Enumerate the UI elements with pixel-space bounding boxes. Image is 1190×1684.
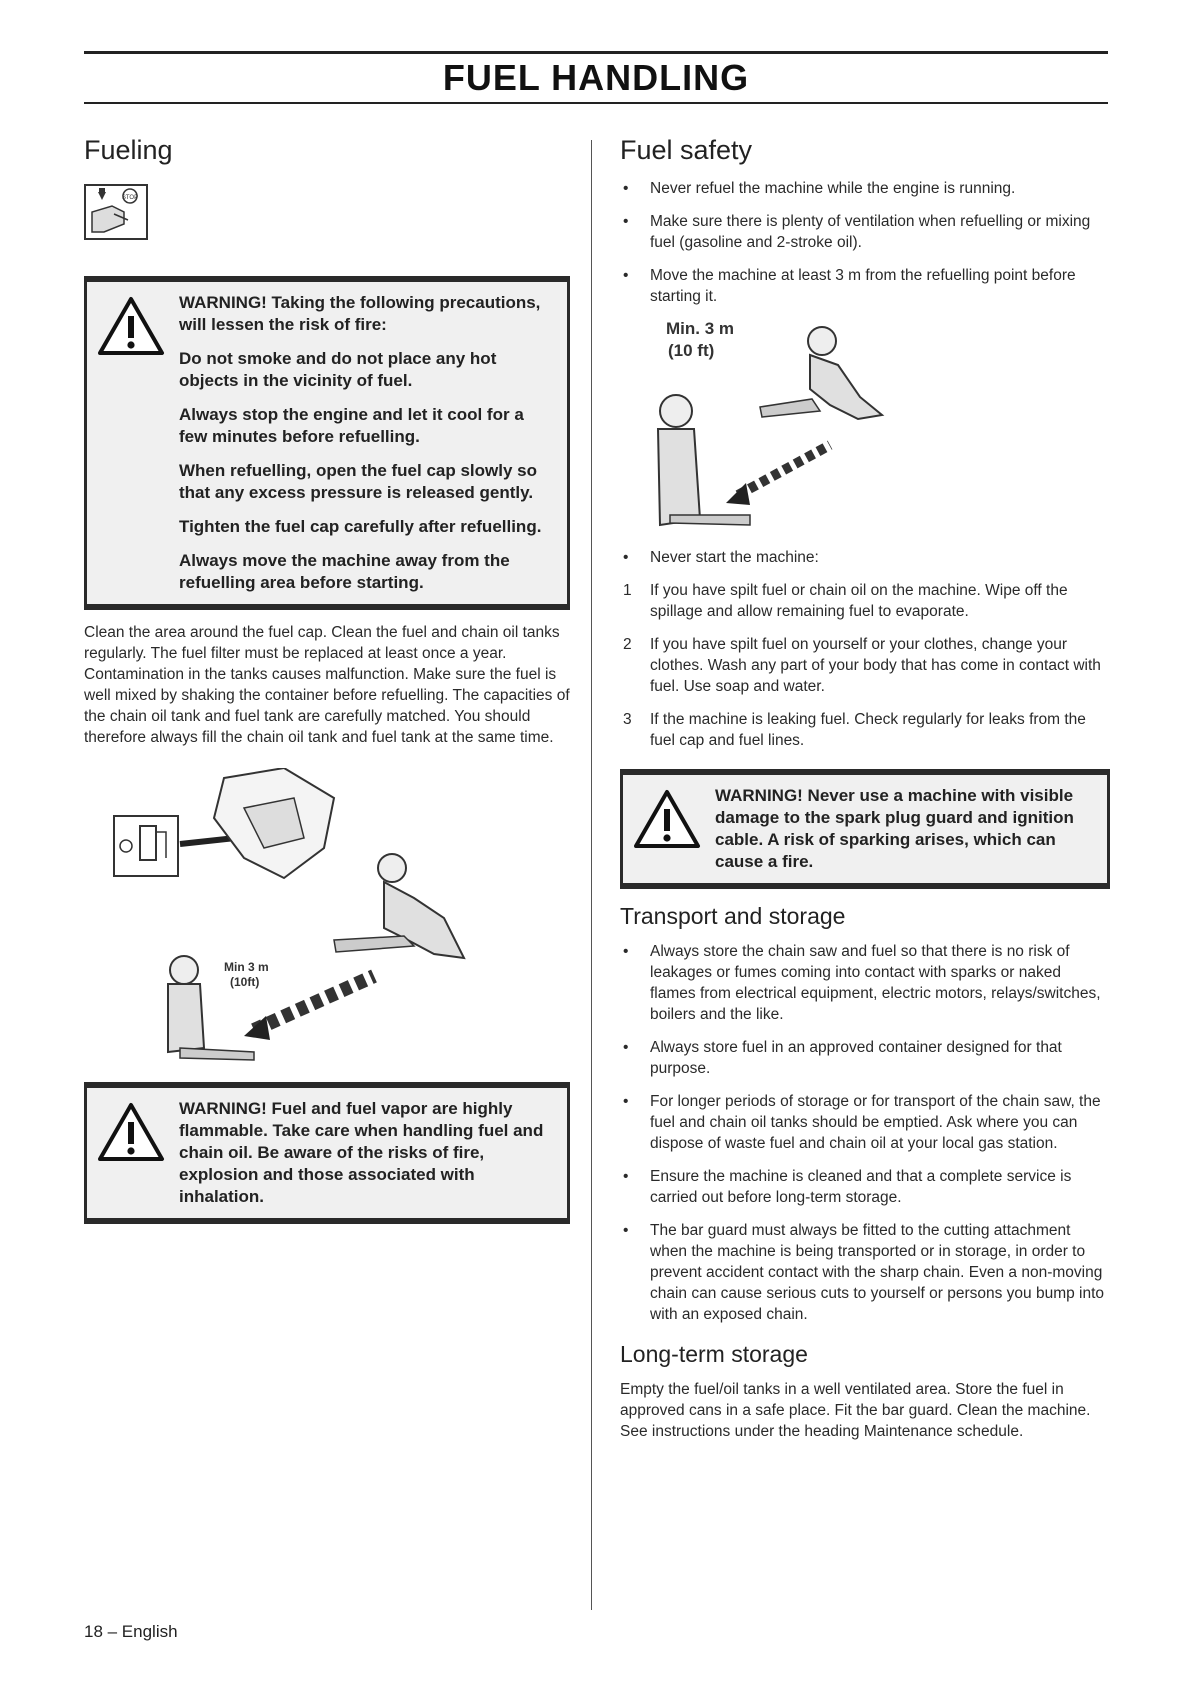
list-item-text: If you have spilt fuel on yourself or your clothes, change your clothes. Wash any part of your body that has come in contact with fuel. Use soap and water. <box>650 636 1101 695</box>
warning-paragraph: WARNING! Never use a machine with visible damage to the spark plug guard and ignition cable. A risk of sparking arises, which can cause a fire. <box>715 786 1074 871</box>
spark-plug-warning <box>620 769 1110 889</box>
warning-paragraph: When refuelling, open the fuel cap slowly so that any excess pressure is released gently. <box>179 461 537 502</box>
bullet-dot: • <box>623 1093 629 1110</box>
warning-paragraph: Always stop the engine and let it cool for a few minutes before refuelling. <box>179 405 524 446</box>
flammable-warning <box>84 1082 570 1224</box>
list-item-text: Always store fuel in an approved container designed for that purpose. <box>650 1039 1062 1077</box>
list-item-text: If you have spilt fuel or chain oil on the machine. Wipe off the spillage and allow remaining fuel to evaporate. <box>650 582 1068 620</box>
list-item-text: Never start the machine: <box>650 549 819 566</box>
list-item-text: Move the machine at least 3 m from the refuelling point before starting it. <box>650 267 1076 305</box>
list-item-text: Never refuel the machine while the engine is running. <box>650 180 1016 197</box>
bullet-dot: • <box>623 1168 629 1185</box>
bullet-dot: • <box>623 1222 629 1239</box>
warning-paragraph: WARNING! Taking the following precautions, will lessen the risk of fire: <box>179 293 541 334</box>
fueling-distance-illustration <box>84 768 570 1068</box>
header-rule-bottom <box>84 102 1108 104</box>
refuelling-distance-illustration <box>630 319 930 537</box>
warning-paragraph: Always move the machine away from the refuelling area before starting. <box>179 551 510 592</box>
stop-engine-icon <box>84 184 148 240</box>
list-item <box>620 1220 1110 1325</box>
spark-plug-warning-text <box>715 775 1107 883</box>
list-item <box>620 1166 1110 1208</box>
warning-triangle-icon <box>97 1102 165 1162</box>
list-item-text: For longer periods of storage or for transport of the chain saw, the fuel and chain oil tanks should be emptied. Ask where you can dispose of waste fuel and chain oil at your local gas station. <box>650 1093 1101 1152</box>
transport-storage-heading: Transport and storage <box>620 903 846 929</box>
fire-precautions-text <box>179 282 567 604</box>
list-item <box>620 1091 1110 1154</box>
fire-precautions-warning <box>84 276 570 610</box>
warning-paragraph: WARNING! Fuel and fuel vapor are highly flammable. Take care when handling fuel and chain oil. Be aware of the risks of fire, explosion and those associated with inhalation. <box>179 1099 544 1206</box>
bullet-dot: • <box>623 1039 629 1056</box>
svg-text:STOP: STOP <box>121 195 139 201</box>
step-number: 1 <box>623 582 632 599</box>
warning-paragraph: Do not smoke and do not place any hot objects in the vicinity of fuel. <box>179 349 497 390</box>
list-item <box>620 580 1110 622</box>
list-item-text: Make sure there is plenty of ventilation when refuelling or mixing fuel (gasoline and 2-stroke oil). <box>650 213 1091 251</box>
fueling-body-text: Clean the area around the fuel cap. Clean the fuel and chain oil tanks regularly. The fuel filter must be replaced at least once a year. Contamination in the tanks causes malfunction. Make sure the fuel is well mixed by shaking the container before refuelling. The capacities of the chain oil tank and fuel tank are carefully matched. You should therefore always fill the chain oil tank and fuel tank at the same time. <box>84 624 570 746</box>
list-item-text: If the machine is leaking fuel. Check regularly for leaks from the fuel cap and fuel lines. <box>650 711 1086 749</box>
distance-label: Min 3 m <box>224 960 269 974</box>
list-item-text: The bar guard must always be fitted to the cutting attachment when the machine is being transported or in storage, in order to prevent accident contact with the sharp chain. Even a non-moving chain can cause serious cuts to yourself or persons you bump into with an exposed chain. <box>650 1222 1105 1323</box>
flammable-warning-text <box>179 1088 567 1218</box>
bullet-dot: • <box>623 267 629 284</box>
distance-label-ft: (10 ft) <box>668 341 715 360</box>
list-item <box>620 178 1110 199</box>
list-item <box>620 1037 1110 1079</box>
list-item <box>620 265 1110 307</box>
bullet-dot: • <box>623 549 629 566</box>
list-item <box>620 547 1110 568</box>
page-footer: 18 – English <box>84 1622 178 1641</box>
step-number: 2 <box>623 636 632 653</box>
left-column <box>84 130 570 1224</box>
long-term-storage-text: Empty the fuel/oil tanks in a well ventilated area. Store the fuel in approved cans in a safe place. Fit the bar guard. Clean the machine. See instructions under the heading Maintenance schedule. <box>620 1381 1091 1440</box>
header-rule-top <box>84 51 1108 54</box>
right-column <box>620 130 1110 1442</box>
list-item <box>620 709 1110 751</box>
list-item <box>620 634 1110 697</box>
fueling-heading: Fueling <box>84 135 173 165</box>
bullet-dot: • <box>623 180 629 197</box>
warning-triangle-icon <box>633 789 701 849</box>
transport-bullets <box>620 941 1110 1325</box>
warning-triangle-icon <box>97 296 165 356</box>
fuel-safety-heading: Fuel safety <box>620 135 753 165</box>
distance-label-ft: (10ft) <box>230 975 260 989</box>
list-item-text: Always store the chain saw and fuel so that there is no risk of leakages or fumes coming into contact with sparks or naked flames from electrical equipment, electric motors, relays/switches, boilers and the like. <box>650 943 1101 1023</box>
list-item-text: Ensure the machine is cleaned and that a complete service is carried out before long-term storage. <box>650 1168 1072 1206</box>
never-start-conditions <box>620 580 1110 751</box>
step-number: 3 <box>623 711 632 728</box>
never-start-bullet <box>620 547 1110 568</box>
list-item <box>620 211 1110 253</box>
warning-paragraph: Tighten the fuel cap carefully after refuelling. <box>179 517 542 536</box>
fuel-safety-bullets <box>620 178 1110 307</box>
long-term-storage-heading: Long-term storage <box>620 1341 808 1367</box>
bullet-dot: • <box>623 213 629 230</box>
distance-label: Min. 3 m <box>666 319 735 338</box>
list-item <box>620 941 1110 1025</box>
bullet-dot: • <box>623 943 629 960</box>
column-divider <box>591 140 592 1610</box>
page-title: FUEL HANDLING <box>442 57 750 98</box>
